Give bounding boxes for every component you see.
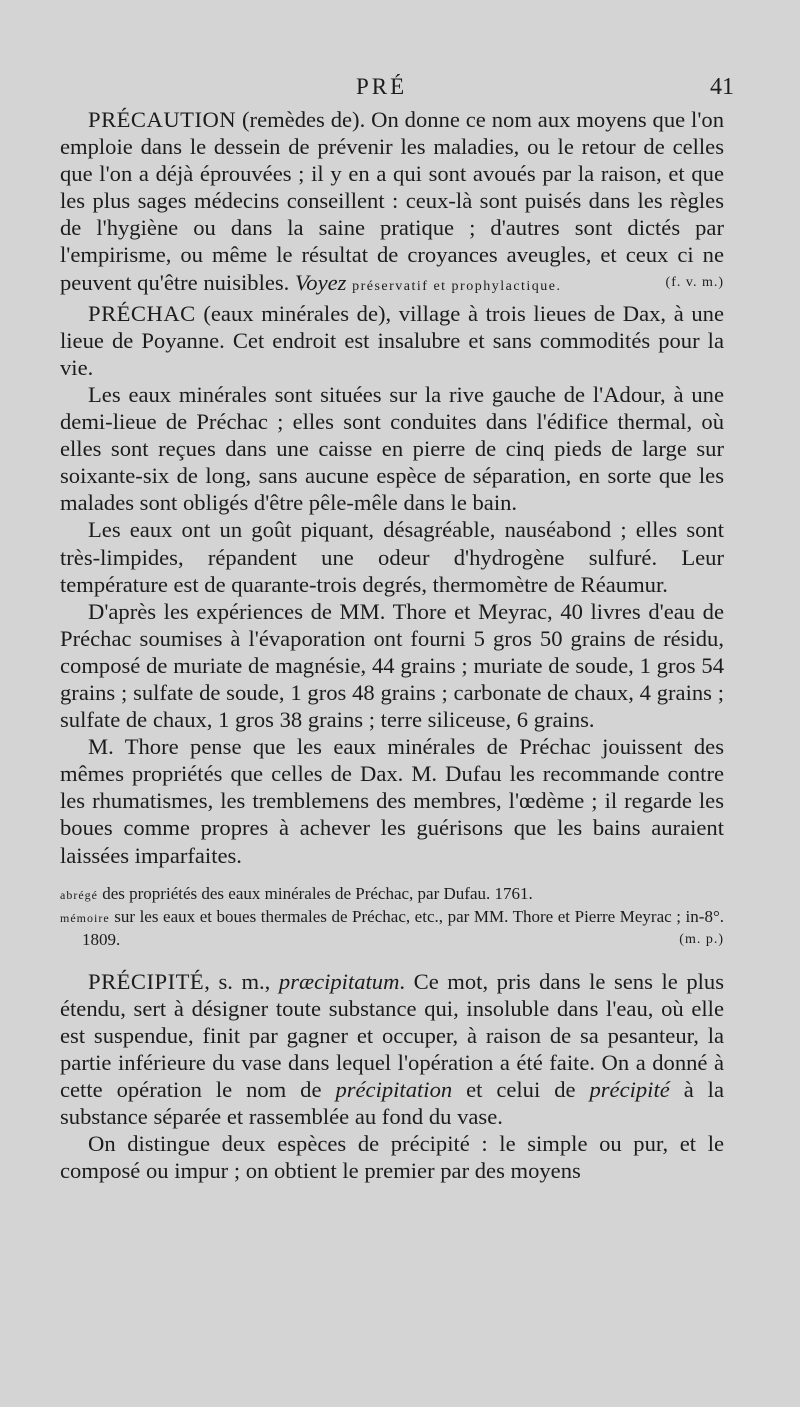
bibliography-item: [60, 883, 724, 906]
entry-text: et celui de: [452, 1077, 590, 1102]
paragraph: Les eaux ont un goût piquant, désagréable, nauséabond ; elles sont très-limpides, répandent une odeur d'hydrogène sulfuré. Leur température est de quarante-trois degrés, thermomètre de Réaumur.: [60, 517, 724, 597]
bibliography-text: des propriétés des eaux minérales de Préchac, par Dufau. 1761.: [97, 883, 533, 903]
paragraph: D'après les expériences de MM. Thore et Meyrac, 40 livres d'eau de Préchac soumises à l'évaporation ont fourni 5 gros 50 grains de résidu, composé de muriate de magnésie, 44 grains ; muriate de soude, 1 gros 54 grains ; sulfate de soude, 1 gros 48 grains ; carbonate de chaux, 4 grains ; sulfate de chaux, 1 gros 38 grains ; terre siliceuse, 6 grains.: [60, 598, 724, 733]
author-signature: (m. p.): [679, 931, 724, 947]
page-number: 41: [710, 74, 734, 100]
bibliography-label: mémoire: [60, 910, 110, 925]
page-header: [0, 74, 800, 106]
entry-term: PRÉCIPITÉ: [88, 968, 205, 994]
entry-precaution: [60, 106, 724, 300]
entry-text: , s. m.,: [204, 968, 279, 994]
paragraph: Les eaux minérales sont situées sur la rive gauche de l'Adour, à une demi-lieue de Préchac ; elles sont conduites dans l'édifice thermal, où elles sont reçues dans une caisse en pierre de cinq pieds de large sur soixante-six de long, sans aucune espèce de séparation, en sorte que les malades sont obligés d'être pêle-mêle dans le bain.: [60, 381, 724, 516]
entry-text: (eaux minérales de), village à trois lieues de Dax, à une lieue de Poyanne. Cet endroit est insalubre et sans commodités pour la vie.: [60, 300, 724, 380]
spacer: [60, 950, 724, 968]
voyez-label: Voyez: [294, 269, 347, 295]
paragraph: On distingue deux espèces de précipité : le simple ou pur, et le composé ou impur ; on obtient le premier par des moyens: [60, 1131, 724, 1184]
bibliography-text: sur les eaux et boues thermales de Préchac, etc., par MM. Thore et Pierre Meyrac ; in-8°. 1809.: [82, 906, 724, 949]
page-body: [60, 106, 724, 1184]
entry-text: à la substance séparée et rassemblée au fond du vase.: [60, 1077, 724, 1130]
italic-term: précipité: [589, 1077, 670, 1102]
entry-term: PRÉCHAC: [88, 300, 196, 326]
cross-references: préservatif et prophylactique.: [352, 278, 562, 294]
latin-term: præcipitatum: [278, 968, 400, 994]
bibliography-item: [60, 906, 724, 950]
entry-text: . Ce mot, pris dans le sens le plus étendu, sert à désigner toute substance qui, insoluble dans l'eau, où elle est suspendue, finit par gagner et occuper, à raison de sa pesanteur, la partie inférieure du vase dans lequel l'opération a été faite. On a donné à cette opération le nom de: [60, 968, 724, 1102]
paragraph: M. Thore pense que les eaux minérales de Préchac jouissent des mêmes propriétés que celles de Dax. M. Dufau les recommande contre les rhumatismes, les tremblemens des membres, l'œdème ; il regarde les boues comme propres à achever les guérisons que les bains auraient laissées imparfaites.: [60, 734, 724, 868]
entry-term: PRÉCAUTION: [88, 107, 237, 132]
entry-precipite: [60, 968, 724, 1131]
author-signature: (f. v. m.): [665, 274, 724, 290]
entry-text: (remèdes de). On donne ce nom aux moyens que l'on emploie dans le dessein de prévenir les maladies, ou le retour de celles que l'on a déjà éprouvées ; il y en a qui sont avoués par la raison, et que les plus sages médecins conseillent : ceux-là sont puisés dans les règles de l'hygiène ou dans la saine pratique ; d'autres sont dictés par l'empirisme, ou même le résultat de croyances aveugles, et ceux ci ne peuvent qu'être nuisibles.: [60, 107, 724, 295]
entry-prechac: [60, 300, 724, 381]
running-head: PRÉ: [356, 74, 408, 99]
bibliography-label: abrégé: [60, 887, 98, 902]
italic-term: précipitation: [335, 1077, 453, 1102]
bibliography: [60, 883, 724, 950]
